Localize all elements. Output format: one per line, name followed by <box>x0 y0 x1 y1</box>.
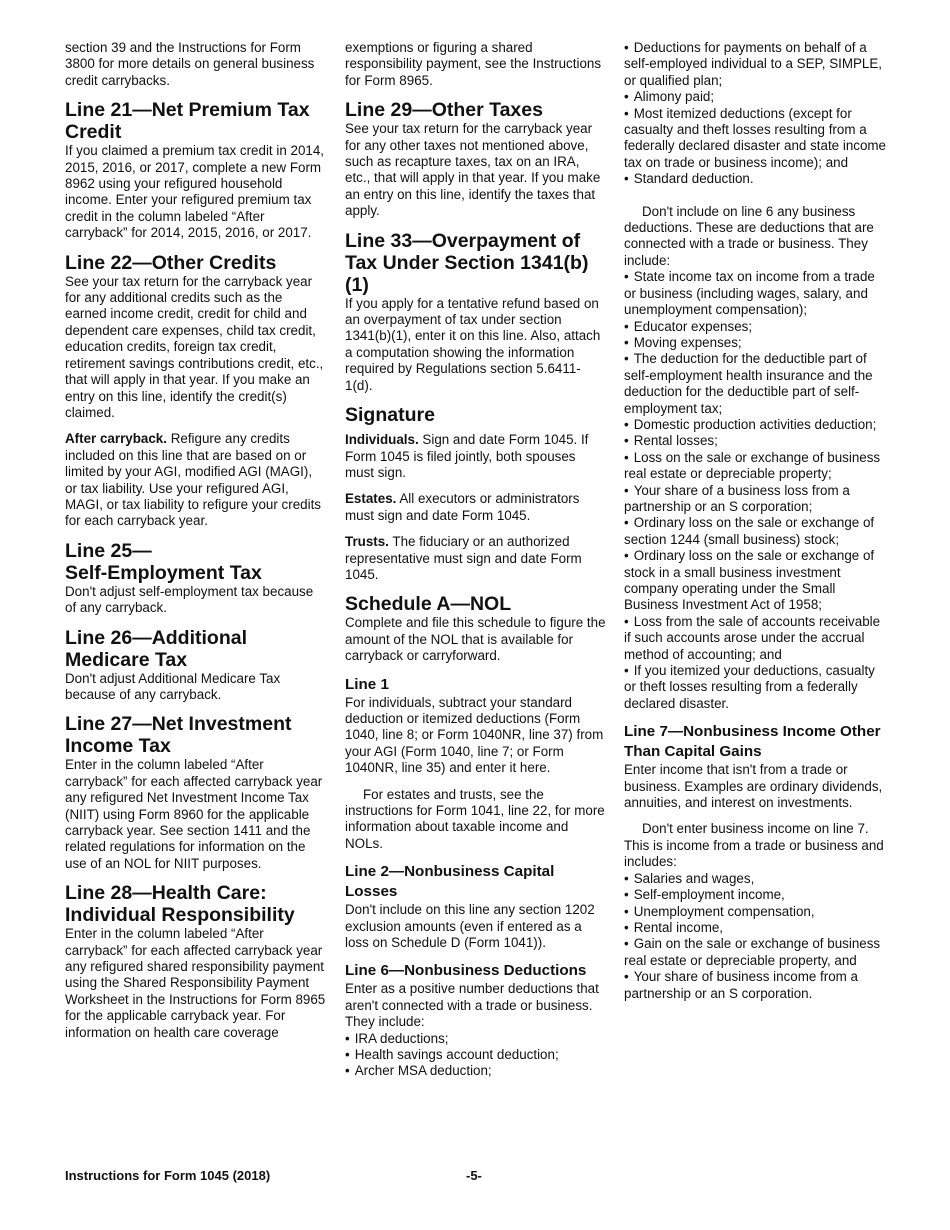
paragraph: Don't adjust self-employment tax because of any carryback. <box>65 583 314 616</box>
footer-page-number: -5- <box>466 1168 482 1183</box>
list-item: • Educator expenses; <box>624 319 888 335</box>
list-item: • Health savings account deduction; <box>345 1047 607 1063</box>
heading-line-2: Line 2—Nonbusiness Capital Losses <box>345 863 555 901</box>
list-item: • Self-employment income, <box>624 887 888 903</box>
column-3 <box>624 40 888 1002</box>
list-item: • Deductions for payments on behalf of a self-employed individual to a SEP, SIMPLE, or qualified plan; <box>624 40 888 89</box>
heading-line-27: Line 27—Net Investment Income Tax <box>65 713 292 758</box>
paragraph: section 39 and the Instructions for Form 3800 for more details on general business credit carrybacks. <box>65 40 315 88</box>
list-item: • Rental income, <box>624 920 888 936</box>
list-item: • The deduction for the deductible part of self-employment health insurance and the deduction for the deductible part of self-employment tax; <box>624 351 888 417</box>
paragraph: See your tax return for the carryback year for any other taxes not mentioned above, such as recapture taxes, tax on an IRA, etc., that will apply in that year. If you make an entry on this line, identify the taxes that apply. <box>345 121 601 219</box>
heading-line-25: Line 25— Self-Employment Tax <box>65 539 262 584</box>
run-in-heading: Estates. <box>345 491 397 507</box>
list-item: • Standard deduction. <box>624 171 888 187</box>
run-in-heading: Trusts. <box>345 534 389 550</box>
paragraph-text: The fiduciary or an authorized representative must sign and date Form 1045. <box>345 534 582 582</box>
after-carryback-paragraph <box>65 431 327 529</box>
column-2 <box>345 40 607 1080</box>
paragraph-text: Refigure any credits included on this line that are based on or limited by your AGI, modified AGI (MAGI), or tax liability. Use your refigured AGI, MAGI, or tax liability to refigure your credits for each carryback year. <box>65 431 321 529</box>
list-item: • Most itemized deductions (except for casualty and theft losses resulting from a federally declared disaster and state income tax on trade or business income); and <box>624 106 888 172</box>
list-item: • Ordinary loss on the sale or exchange of section 1244 (small business) stock; <box>624 515 888 548</box>
list-item: • IRA deductions; <box>345 1031 607 1047</box>
list-item: • Domestic production activities deduction; <box>624 417 888 433</box>
heading-line-1: Line 1 <box>345 675 389 693</box>
paragraph-text: All executors or administrators must sign and date Form 1045. <box>345 491 580 523</box>
paragraph: Don't enter business income on line 7. This is income from a trade or business and includes: <box>624 821 884 870</box>
paragraph: Complete and file this schedule to figure the amount of the NOL that is available for carryback or carryforward. <box>345 615 606 664</box>
list-item: • Alimony paid; <box>624 89 888 105</box>
footer-form-title: Instructions for Form 1045 (2018) <box>65 1168 271 1183</box>
heading-line-7: Line 7—Nonbusiness Income Other Than Capital Gains <box>624 723 881 761</box>
run-in-heading: After carryback. <box>65 431 167 447</box>
list-item: • State income tax on income from a trade or business (including wages, salary, and unemployment compensation); <box>624 269 888 318</box>
column-1 <box>65 40 327 1041</box>
heading-line-22: Line 22—Other Credits <box>65 251 277 274</box>
list-item: • Loss from the sale of accounts receivable if such accounts arose under the accrual method of accounting; and <box>624 614 888 663</box>
heading-schedule-a: Schedule A—NOL <box>345 593 512 616</box>
heading-line-29: Line 29—Other Taxes <box>345 99 543 122</box>
heading-signature: Signature <box>345 404 435 427</box>
list-item: • Salaries and wages, <box>624 871 888 887</box>
paragraph: Don't adjust Additional Medicare Tax because of any carryback. <box>65 670 281 702</box>
paragraph: Enter as a positive number deductions that aren't connected with a trade or business. They include: <box>345 981 599 1030</box>
heading-line-26: Line 26—Additional Medicare Tax <box>65 626 248 671</box>
heading-line-6: Line 6—Nonbusiness Deductions <box>345 962 587 980</box>
list-item: • Unemployment compensation, <box>624 904 888 920</box>
heading-line-21: Line 21—Net Premium Tax Credit <box>65 99 310 144</box>
paragraph: exemptions or figuring a shared responsibility payment, see the Instructions for Form 8965. <box>345 40 602 88</box>
paragraph: Don't include on line 6 any business deductions. These are deductions that are connected with a trade or business. They include: <box>624 203 874 268</box>
paragraph: See your tax return for the carryback year for any additional credits such as the earned income credit, credit for child and dependent care expenses, child tax credit, education credits, foreign tax credit, retirement savings contributions credit, etc., that will apply in that year. If you make an entry on this line, identify the credit(s) claimed. <box>65 273 324 420</box>
business-income-list <box>624 871 888 1002</box>
individuals-paragraph <box>345 432 607 481</box>
paragraph: If you claimed a premium tax credit in 2014, 2015, 2016, or 2017, complete a new Form 8962 using your refigured household income. Enter your refigured premium tax credit in the column labeled “After carryback” for 2014, 2015, 2016, or 2017. <box>65 143 325 241</box>
paragraph: Enter in the column labeled “After carryback” for each affected carryback year any refigured shared responsibility payment using the Shared Responsibility Payment Worksheet in the Instructions for Form 8965 for the applicable carryback year. For information on health care coverage <box>65 926 326 1040</box>
heading-line-28: Line 28—Health Care: Individual Responsibility <box>65 882 295 927</box>
trusts-paragraph <box>345 534 607 583</box>
paragraph: Enter in the column labeled “After carryback” for each affected carryback year any refigured Net Investment Income Tax (NIIT) using Form 8960 for the applicable carryback year. See section 1411 and the related regulations for information on the use of an NOL for NIIT purposes. <box>65 757 323 871</box>
list-item: • Loss on the sale or exchange of business real estate or depreciable property; <box>624 450 888 483</box>
paragraph: For estates and trusts, see the instructions for Form 1041, line 22, for more information about taxable income and NOLs. <box>345 786 605 851</box>
business-deduction-list <box>624 269 888 712</box>
paragraph: If you apply for a tentative refund based on an overpayment of tax under section 1341(b)(1), enter it on this line. Also, attach a computation showing the information required by Regulations section 5.6411-1(d). <box>345 295 601 393</box>
paragraph: For individuals, subtract your standard deduction or itemized deductions (Form 1040, line 8; or Form 1040NR, line 37) from your AGI (Form 1040, line 7; or Form 1040NR, line 35) and enter it here. <box>345 694 604 776</box>
heading-line-33: Line 33—Overpayment of Tax Under Section 1341(b)(1) <box>345 229 589 296</box>
paragraph: Enter income that isn't from a trade or business. Examples are ordinary dividends, annuities, and interest on investments. <box>624 762 883 811</box>
deduction-list <box>345 1031 607 1080</box>
list-item: • Moving expenses; <box>624 335 888 351</box>
paragraph: Don't include on this line any section 1202 exclusion amounts (even if entered as a loss on Schedule D (Form 1041)). <box>345 902 595 951</box>
list-item: • Ordinary loss on the sale or exchange of stock in a small business investment company operating under the Small Business Investment Act of 1958; <box>624 548 888 614</box>
list-item: • Archer MSA deduction; <box>345 1063 607 1079</box>
deduction-list <box>624 40 888 188</box>
list-item: • If you itemized your deductions, casualty or theft losses resulting from a federally declared disaster. <box>624 663 888 712</box>
list-item: • Your share of business income from a partnership or an S corporation. <box>624 969 888 1002</box>
list-item: • Rental losses; <box>624 433 888 449</box>
list-item: • Your share of a business loss from a partnership or an S corporation; <box>624 483 888 516</box>
paragraph-text: Sign and date Form 1045. If Form 1045 is filed jointly, both spouses must sign. <box>345 432 589 480</box>
run-in-heading: Individuals. <box>345 432 419 448</box>
list-item: • Gain on the sale or exchange of business real estate or depreciable property, and <box>624 936 888 969</box>
estates-paragraph <box>345 491 607 524</box>
